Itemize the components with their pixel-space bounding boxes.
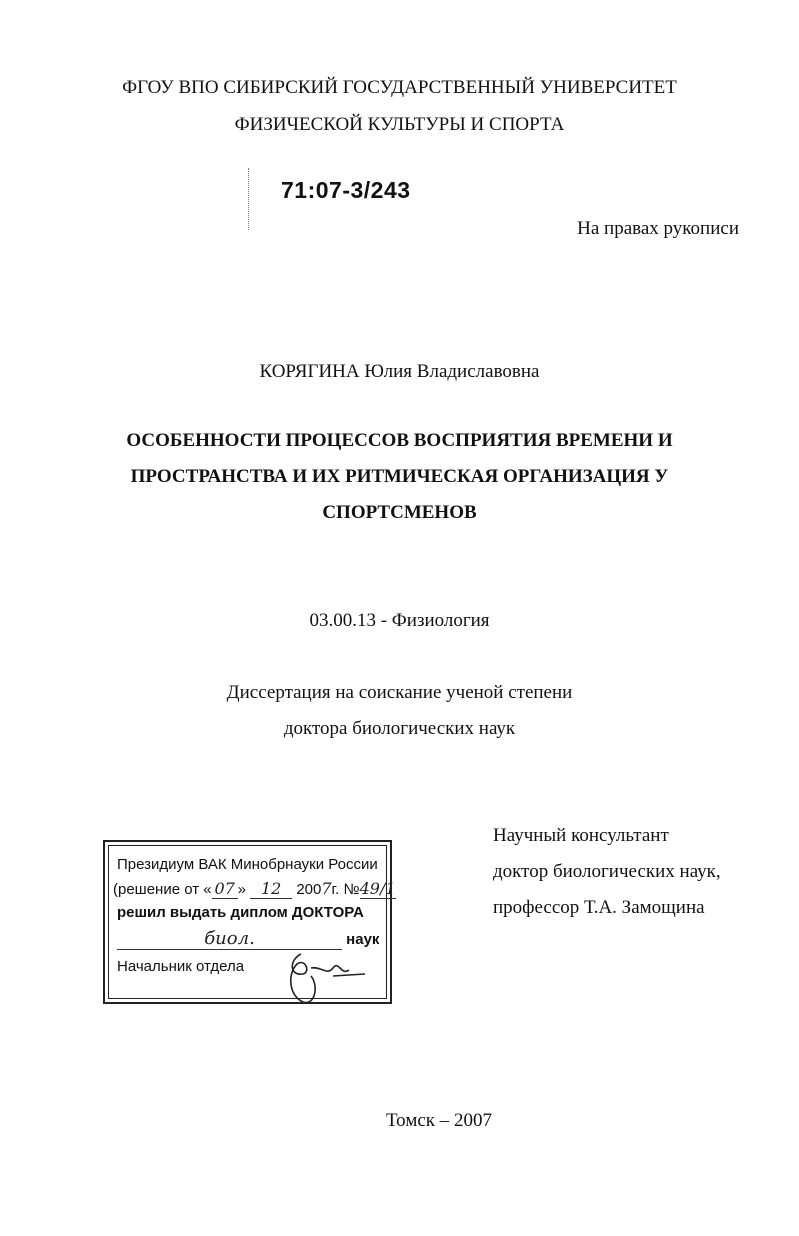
stamp-science-handwritten: биол. [117,928,342,950]
organization-line-2: ФИЗИЧЕСКОЙ КУЛЬТУРЫ И СПОРТА [234,114,565,135]
manuscript-note: На правах рукописи [577,218,739,239]
stamp-decision-prefix: (решение от « [113,881,212,898]
stamp-line-3: решил выдать диплом ДОКТОРА [117,904,364,921]
stamp-line-1: Президиум ВАК Минобрнауки России [117,856,378,873]
stamp-year-handwritten: 7 [321,879,332,898]
consultant-line-3: профессор Т.А. Замощина [493,897,705,918]
specialty-code: 03.00.13 - Физиология [309,610,490,631]
vak-stamp [103,840,396,1004]
stamp-decision-line [113,879,396,899]
stamp-decision-mid: » [237,881,246,898]
stamp-number-prefix: г. № [331,881,360,898]
stamp-month-handwritten: 12 [250,879,292,899]
title-line-3: СПОРТСМЕНОВ [322,502,477,523]
signature [281,946,371,1006]
catalog-number: 71:07-3/243 [281,177,411,203]
title-line-1: ОСОБЕННОСТИ ПРОЦЕССОВ ВОСПРИЯТИЯ ВРЕМЕНИ И [126,430,673,451]
title-line-2: ПРОСТРАНСТВА И ИХ РИТМИЧЕСКАЯ ОРГАНИЗАЦИЯ У [130,466,669,487]
dissertation-line-2: доктора биологических наук [283,718,516,739]
stamp-day-handwritten: 07 [212,879,238,899]
consultant-line-1: Научный консультант [493,825,669,846]
author-name: КОРЯГИНА Юлия Владиславовна [259,361,540,382]
stamp-line-5: Начальник отдела [117,958,245,975]
organization-line-1: ФГОУ ВПО СИБИРСКИЙ ГОСУДАРСТВЕННЫЙ УНИВЕРСИТЕТ [122,77,677,98]
consultant-line-2: доктор биологических наук, [493,861,721,882]
city-year: Томск – 2007 [386,1110,493,1131]
stamp-science-suffix: наук [346,931,380,948]
stamp-year-prefix: 200 [296,881,322,898]
stamp-number-handwritten: 49/1 [359,879,396,898]
catalog-margin-mark [248,168,250,230]
dissertation-line-1: Диссертация на соискание ученой степени [226,682,573,703]
